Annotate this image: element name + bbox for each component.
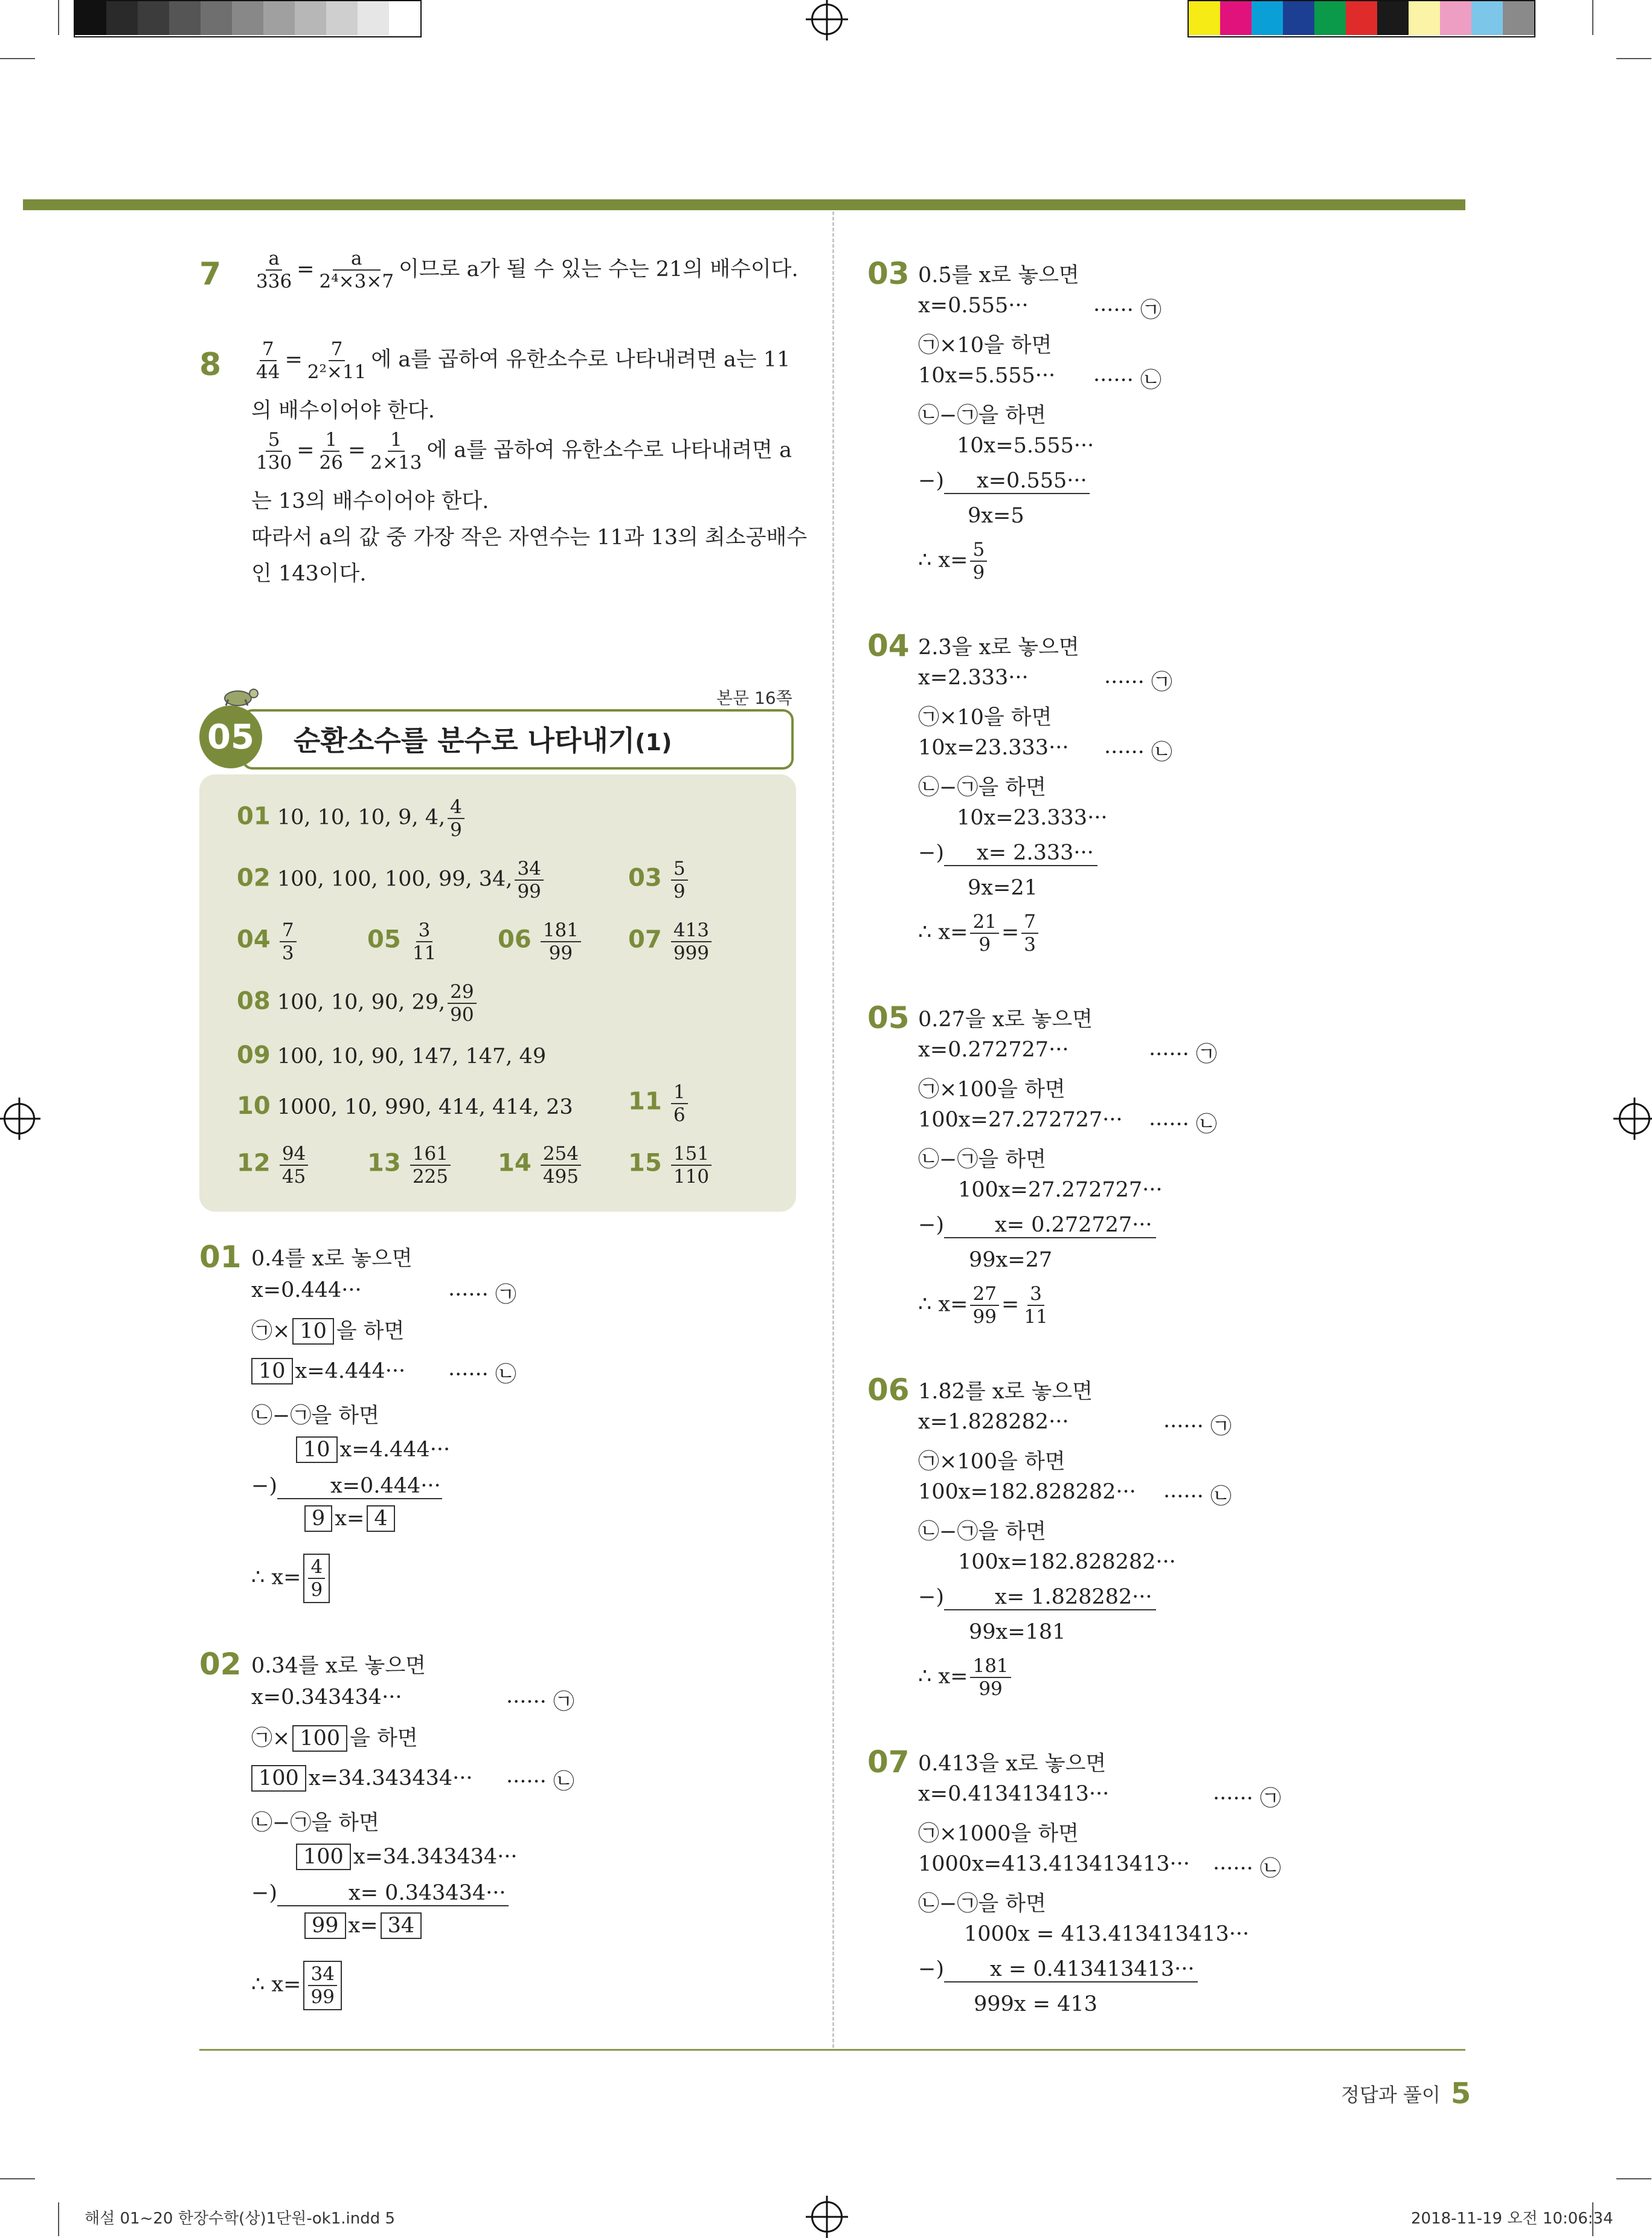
fraction: $\frac{1}{2\times 13}$ (370, 429, 422, 474)
page-footer (1341, 2077, 1471, 2111)
column-divider (832, 211, 834, 2048)
crop-mark (58, 0, 59, 35)
solution-06: 06 1.8̇2̇를 x로 놓으면 x=1.828282··· ······ ㉠ ㉠×100을 하면 100x=182.828282··· ······ ㉡ ㉡−㉠을 하면 100x=182.828282··· −) x= 1.828282··· 99x=181 ∴ x= $\frac{181}{99}$ (867, 1372, 1232, 1700)
crop-mark (1616, 58, 1651, 59)
section-title: 순환소수를 분수로 나타내기(1) (294, 724, 672, 757)
answer-15: 15 $\frac{151}{110}$ (628, 1143, 714, 1188)
solution-07: 07 0.4̇13̇을 x로 놓으면 x=0.413413413··· ······ ㉠ ㉠×1000을 하면 1000x=413.413413413··· ······ ㉡ ㉡−㉠을 하면 1000x = 413.413413413··· −) x = 0.413413413··· 999x = 413 (867, 1744, 1281, 2016)
crop-mark (0, 2178, 35, 2179)
answer-03: 03 $\frac{5}{9}$ (628, 858, 690, 902)
problem-number: 7 (199, 256, 222, 292)
gray-swatch (295, 1, 326, 35)
footer-label: 정답과 풀이 (1341, 2083, 1441, 2106)
problem-number: 8 (199, 347, 222, 383)
answer-02: 02 100, 100, 100, 99, 34, $\frac{34}{99}$ (237, 858, 546, 902)
gray-swatch (138, 1, 169, 35)
section-header (199, 706, 794, 772)
answer-10: 10 1000, 10, 990, 414, 414, 23 (237, 1092, 573, 1120)
answer-06: 06 $\frac{181}{99}$ (498, 919, 583, 964)
answer-12: 12 $\frac{94}{45}$ (237, 1143, 310, 1188)
registration-mark-top (811, 4, 843, 35)
crop-mark (58, 2202, 59, 2236)
solution-04: 04 2.3̇을 x로 놓으면 x=2.333··· ······ ㉠ ㉠×10을 하면 10x=23.333··· ······ ㉡ ㉡−㉠을 하면 10x=23.333··· −) x= 2.333··· 9x=21 ∴ x= $\frac{21}{9}$ = $\frac{7}{3}$ (867, 628, 1172, 956)
blank-box: 100 (251, 1765, 306, 1792)
footer-rule (199, 2049, 1465, 2051)
blank-box: 34 (381, 1912, 422, 1939)
solution-03: 03 0.5̇를 x로 놓으면 x=0.555··· ······ ㉠ ㉠×10을 하면 10x=5.555··· ······ ㉡ ㉡−㉠을 하면 10x=5.555··· −) x=0.555··· 9x=5 ∴ x= $\frac{5}{9}$ (867, 256, 1162, 584)
fraction: $\frac{a}{336}$ (256, 248, 292, 292)
gray-swatch (169, 1, 201, 35)
color-swatch (1314, 1, 1346, 35)
color-swatch (1471, 1, 1503, 35)
color-swatch (1409, 1, 1440, 35)
turtle-icon (220, 681, 259, 707)
color-swatch (1503, 1, 1534, 35)
blank-box: 9 (304, 1505, 332, 1532)
gray-swatch (263, 1, 295, 35)
answer-09: 09 100, 10, 90, 147, 147, 49 (237, 1041, 547, 1069)
answer-01: 01 10, 10, 10, 9, 4, $\frac{4}{9}$ (237, 796, 467, 841)
answer-07: 07 $\frac{413}{999}$ (628, 919, 714, 964)
crop-mark (0, 58, 35, 59)
gray-swatch (201, 1, 232, 35)
blank-box: $\frac{34}{99}$ (303, 1961, 341, 2010)
answer-11: 11 $\frac{1}{6}$ (628, 1081, 690, 1126)
page-ref: 본문 16쪽 (716, 688, 792, 708)
color-swatch (1440, 1, 1471, 35)
answer-13: 13 $\frac{161}{225}$ (367, 1143, 453, 1188)
section-number-badge: 05 (199, 706, 262, 768)
blank-box: 4 (367, 1505, 394, 1532)
blank-box: 10 (292, 1318, 334, 1345)
answer-05: 05 $\frac{3}{11}$ (367, 919, 437, 964)
gray-swatch (106, 1, 138, 35)
color-swatch (1346, 1, 1377, 35)
answer-14: 14 $\frac{254}{495}$ (498, 1143, 583, 1188)
header-band (23, 199, 1465, 210)
color-swatch (1283, 1, 1314, 35)
slug-left: 해설 01~20 한장수학(상)1단원-ok1.indd 5 (85, 2210, 396, 2228)
gray-swatch (326, 1, 358, 35)
color-swatch (1377, 1, 1409, 35)
crop-mark (1592, 0, 1593, 35)
fraction: $\frac{7}{44}$ (256, 338, 280, 383)
blank-box: 99 (304, 1912, 346, 1939)
blank-box: 100 (296, 1844, 351, 1870)
gray-swatch (358, 1, 389, 35)
gray-calibration-bar (74, 0, 422, 37)
answer-04: 04 $\frac{7}{3}$ (237, 919, 299, 964)
fraction: $\frac{a}{\text{2⁴×3×7}}$ (319, 248, 394, 292)
gray-swatch (389, 1, 420, 35)
registration-mark-bottom (811, 2201, 843, 2233)
fraction: $\frac{5}{130}$ (256, 429, 292, 474)
gray-swatch (232, 1, 263, 35)
gray-swatch (75, 1, 106, 35)
solution-02: 02 0.3̇4̇를 x로 놓으면 x=0.343434··· ······ ㉠ ㉠× 100 을 하면 100 x=34.343434··· ······ ㉡ ㉡−㉠을 하면 100 x=34.343434··· −) x= 0.343434··· 99 x= 34 ∴ x= $\frac{34}{99}$ (199, 1647, 803, 2021)
registration-mark-left (4, 1103, 35, 1134)
page-number: 5 (1450, 2077, 1471, 2111)
color-calibration-bar (1188, 0, 1535, 37)
answer-08: 08 100, 10, 90, 29, $\frac{29}{90}$ (237, 981, 479, 1026)
registration-mark-right (1619, 1103, 1650, 1134)
blank-box: 10 (251, 1358, 293, 1384)
color-swatch (1220, 1, 1252, 35)
problem-7: 7 $\frac{a}{336}$ = $\frac{a}{\text{2⁴×3×7}}$ 이므로 a가 될 수 있는 수는 21의 배수이다. (199, 248, 799, 292)
problem-7-text: 이므로 a가 될 수 있는 수는 21의 배수이다. (399, 257, 799, 281)
crop-mark (1616, 2178, 1651, 2179)
solution-01: 01 0.4̇를 x로 놓으면 x=0.444··· ······ ㉠ ㉠× 10 을 하면 10 x=4.444··· ······ ㉡ ㉡−㉠을 하면 10 x=4.444··· −) x=0.444··· 9 x= 4 ∴ x= $\frac{4}{9}$ (199, 1240, 803, 1614)
fraction: $\frac{7}{\text{2²×11}}$ (307, 338, 367, 383)
blank-box: $\frac{4}{9}$ (303, 1554, 330, 1603)
fraction: $\frac{1}{26}$ (319, 429, 343, 474)
blank-box: 10 (296, 1436, 338, 1463)
blank-box: 100 (292, 1725, 347, 1752)
color-swatch (1252, 1, 1283, 35)
color-swatch (1189, 1, 1220, 35)
solution-05: 05 0.2̇7̇을 x로 놓으면 x=0.272727··· ······ ㉠ ㉠×100을 하면 100x=27.272727··· ······ ㉡ ㉡−㉠을 하면 100x=27.272727··· −) x= 0.272727··· 99x=27 ∴ x= $\frac{27}{99}$ = $\frac{3}{11}$ (867, 1000, 1217, 1328)
slug-right: 2018-11-19 오전 10:06:34 (1411, 2210, 1613, 2228)
